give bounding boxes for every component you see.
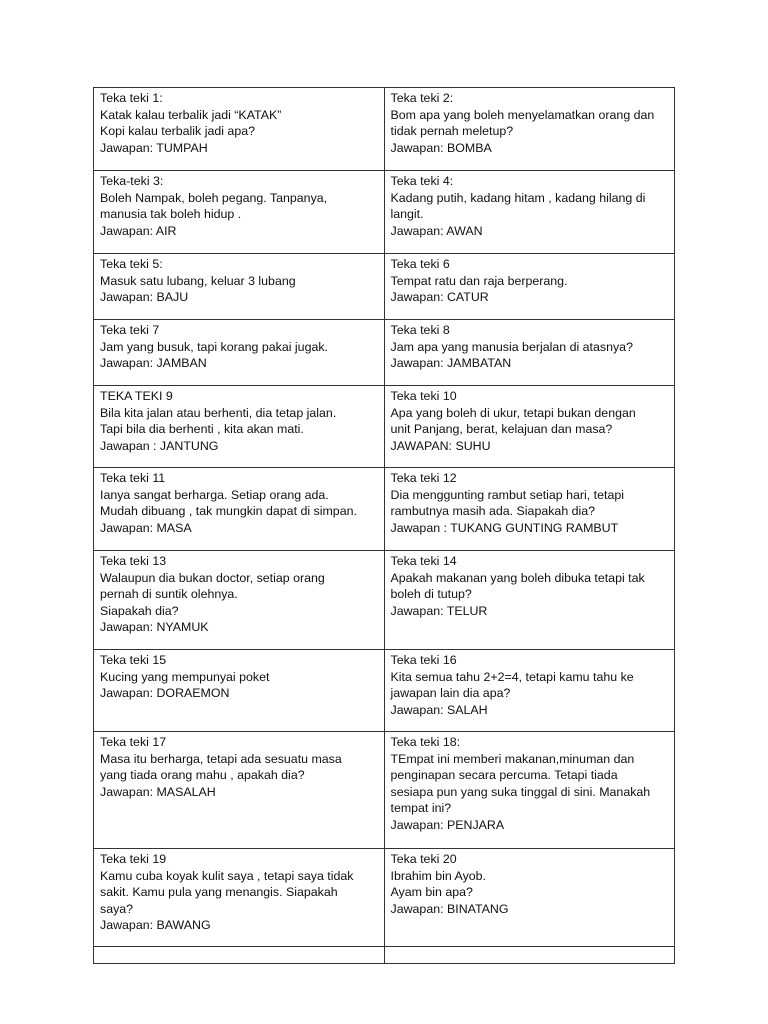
riddle-title: Teka teki 18: [390,735,461,749]
riddle-answer: Jawapan: MASA [100,520,192,535]
riddle-text-line: Kita semua tahu 2+2=4, tetapi kamu tahu ke [390,669,634,684]
table-row [94,732,675,849]
riddle-text-line: langit. [390,207,424,221]
riddle-text-line: TEmpat ini memberi makanan,minuman dan [390,751,635,766]
riddle-title: Teka teki 7 [100,323,160,337]
riddle-answer: Jawapan: DORAEMON [100,686,230,700]
riddle-text-line: Ianya sangat berharga. Setiap orang ada. [100,487,329,502]
riddle-table-body [94,88,675,964]
riddle-text-line: saya? [100,901,134,916]
riddle-cell [384,171,675,254]
riddle-cell [384,88,675,171]
riddle-answer: Jawapan: AWAN [390,223,483,238]
riddle-answer: Jawapan : JANTUNG [100,438,219,453]
riddle-answer: Jawapan: SALAH [390,702,488,717]
riddle-text-line: tidak pernah meletup? [390,124,514,138]
riddle-answer: Jawapan : TUKANG GUNTING RAMBUT [390,520,619,535]
riddle-answer: Jawapan: TUMPAH [100,140,208,155]
riddle-text-line: Jam apa yang manusia berjalan di atasnya? [390,339,633,354]
riddle-text-line: Apa yang boleh di ukur, tetapi bukan dengan [390,405,636,420]
riddle-cell [384,320,675,386]
riddle-cell [94,171,385,254]
table-row [94,849,675,947]
riddle-cell [384,650,675,732]
riddle-text-line: Kamu cuba koyak kulit saya , tetapi saya tidak [100,868,354,883]
riddle-answer: Jawapan: PENJARA [390,817,505,832]
riddle-answer: Jawapan: NYAMUK [100,620,209,634]
riddle-cell [384,551,675,650]
riddle-text-line: Jam yang busuk, tapi korang pakai jugak. [100,339,328,354]
riddle-title: Teka teki 17 [100,735,167,749]
riddle-cell [94,386,385,468]
riddle-title: Teka teki 20 [390,852,457,866]
riddle-text-line: Boleh Nampak, boleh pegang. Tanpanya, [100,190,328,205]
riddle-answer: Jawapan: BINATANG [390,901,509,916]
riddle-text-line: Bom apa yang boleh menyelamatkan orang dan [390,107,655,122]
table-row [94,551,675,650]
table-row [94,947,675,964]
riddle-text-line: boleh di tutup? [390,587,472,601]
riddle-answer: JAWAPAN: SUHU [390,438,491,453]
empty-cell [94,947,385,964]
riddle-title: TEKA TEKI 9 [100,389,173,403]
riddle-answer: Jawapan: JAMBAN [100,356,207,370]
riddle-text-line: Siapakah dia? [100,603,179,618]
riddle-text-line: Kopi kalau terbalik jadi apa? [100,124,255,138]
riddle-title: Teka teki 19 [100,852,167,866]
table-row [94,254,675,320]
riddle-text-line: Masuk satu lubang, keluar 3 lubang [100,273,296,288]
riddle-text-line: sesiapa pun yang suka tinggal di sini. Manakah [390,784,651,799]
riddle-title: Teka teki 1: [100,91,163,105]
riddle-title: Teka teki 16 [390,653,457,667]
riddle-cell [94,551,385,650]
riddle-cell [94,254,385,320]
riddle-text-line: Kadang putih, kadang hitam , kadang hilang di [390,190,646,205]
riddle-title: Teka teki 13 [100,554,167,568]
riddle-title: Teka teki 15 [100,653,167,667]
riddle-text-line: Ibrahim bin Ayob. [390,868,487,883]
riddle-title: Teka teki 14 [390,554,457,568]
riddle-text-line: Tapi bila dia berhenti , kita akan mati. [100,422,304,436]
riddle-text-line: Tempat ratu dan raja berperang. [390,273,568,288]
empty-cell [384,947,675,964]
riddle-text-line: Katak kalau terbalik jadi “KATAK” [100,107,282,122]
riddle-cell [94,88,385,171]
table-row [94,88,675,171]
riddle-text-line: Apakah makanan yang boleh dibuka tetapi tak [390,570,645,585]
riddle-text-line: yang tiada orang mahu , apakah dia? [100,768,305,782]
riddle-answer: Jawapan: JAMBATAN [390,356,512,370]
riddle-text-line: pernah di suntik olehnya. [100,587,238,601]
riddle-cell [94,650,385,732]
riddle-title: Teka teki 5: [100,257,163,271]
riddle-cell [94,320,385,386]
riddle-title: Teka teki 8 [390,323,450,337]
riddle-text-line: rambutnya masih ada. Siapakah dia? [390,504,596,518]
riddle-title: Teka-teki 3: [100,174,164,188]
table-row [94,650,675,732]
riddle-text-line: sakit. Kamu pula yang menangis. Siapakah [100,885,338,899]
riddle-answer: Jawapan: TELUR [390,603,488,618]
riddle-title: Teka teki 2: [390,91,454,105]
riddle-text-line: unit Panjang, berat, kelajuan dan masa? [390,422,613,436]
riddle-cell [384,386,675,468]
riddle-cell [384,849,675,947]
riddle-title: Teka teki 10 [390,389,457,403]
riddle-answer: Jawapan: BAJU [100,290,189,304]
riddle-title: Teka teki 12 [390,471,457,485]
riddle-answer: Jawapan: BAWANG [100,918,211,932]
riddle-title: Teka teki 11 [100,471,166,485]
riddle-text-line: Kucing yang mempunyai poket [100,669,270,684]
riddle-cell [384,468,675,551]
riddle-cell [94,468,385,551]
riddle-cell [384,254,675,320]
riddle-answer: Jawapan: MASALAH [100,784,216,799]
table-row [94,171,675,254]
riddle-title: Teka teki 4: [390,174,454,188]
riddle-cell [94,849,385,947]
riddle-text-line: penginapan secara percuma. Tetapi tiada [390,768,618,782]
riddle-text-line: Mudah dibuang , tak mungkin dapat di simpan. [100,504,357,518]
riddle-answer: Jawapan: AIR [100,223,177,238]
riddle-text-line: Bila kita jalan atau berhenti, dia tetap jalan. [100,405,337,420]
table-row [94,468,675,551]
riddle-text-line: Dia menggunting rambut setiap hari, tetapi [390,487,624,502]
table-row [94,320,675,386]
riddle-text-line: Walaupun dia bukan doctor, setiap orang [100,570,325,585]
riddle-table [93,87,675,964]
riddle-answer: Jawapan: BOMBA [390,140,492,155]
riddle-text-line: Masa itu berharga, tetapi ada sesuatu masa [100,751,342,766]
riddle-title: Teka teki 6 [390,257,450,271]
riddle-cell [94,732,385,849]
riddle-cell [384,732,675,849]
riddle-text-line: tempat ini? [390,801,452,815]
riddle-text-line: jawapan lain dia apa? [390,686,511,700]
riddle-answer: Jawapan: CATUR [390,290,489,304]
table-row [94,386,675,468]
riddle-text-line: manusia tak boleh hidup . [100,207,242,221]
riddle-text-line: Ayam bin apa? [390,885,473,899]
